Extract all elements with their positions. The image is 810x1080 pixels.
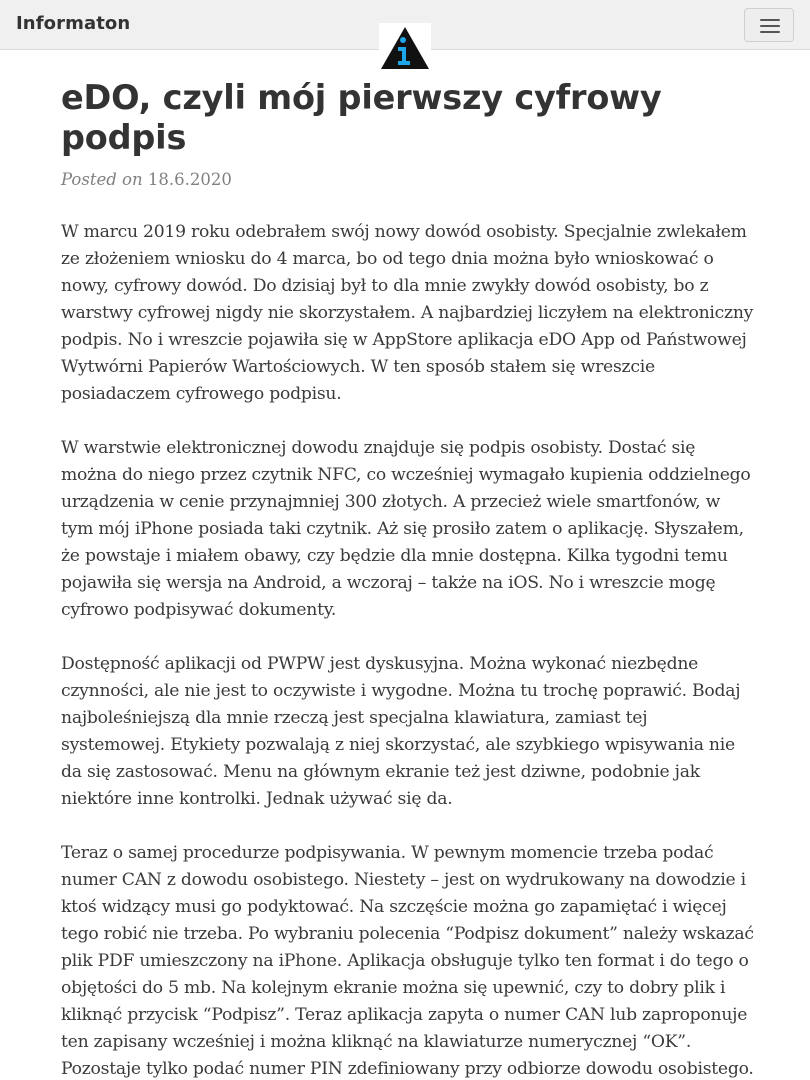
info-triangle-icon[interactable] [379, 23, 431, 71]
article-paragraph: Dostępność aplikacji od PWPW jest dyskusyjna. Można wykonać niezbędne czynności, ale nie jest to oczywiste i wygodne. Można tu trochę poprawić. Bodaj najboleśniejszą dla mnie rzeczą jest specjalna klawiatura, zamiast tej systemowej. Etykiety pozwalają z niej skorzystać, ale szybkiego wpisywania nie da się zastosować. Menu na głównym ekranie też jest dziwne, podobnie jak niektóre inne kontrolki. Jednak używać się da. [61, 654, 741, 809]
article-paragraph: W warstwie elektronicznej dowodu znajduje się podpis osobisty. Dostać się można do niego przez czytnik NFC, co wcześniej wymagało kupienia oddzielnego urządzenia w cenie przynajmniej 300 złotych. A przecież wiele smartfonów, w tym mój iPhone posiada taki czytnik. Aż się prosiło zatem o aplikację. Słyszałem, że powstaje i miałem obawy, czy będzie dla mnie dostępna. Kilka tygodni temu pojawiła się wersja na Android, a wczoraj – także na iOS. No i wreszcie mogę cyfrowo podpisywać dokumenty. [61, 438, 751, 620]
article-title: eDO, czyli mój pierwszy cyfrowy podpis [61, 78, 662, 157]
article-container [61, 78, 755, 1080]
article-paragraph: Teraz o samej procedurze podpisywania. W pewnym momencie trzeba podać numer CAN z dowodu osobistego. Niestety – jest on wydrukowany na dowodzie i ktoś widzący musi go podyktować. Na szczęście można go zapamiętać i więcej tego robić nie trzeba. Po wybraniu polecenia “Podpisz dokument” należy wskazać plik PDF umieszczony na iPhone. Aplikacja obsługuje tylko ten format i do tego o objętości do 5 mb. Na kolejnym ekranie można się upewnić, czy to dobry plik i kliknąć przycisk “Podpisz”. Teraz aplikacja zapyta o numer CAN lub zaproponuje ten zapisany wcześniej i można kliknąć na klawiaturze numerycznej “OK”. Pozostaje tylko podać numer PIN zdefiniowany przy odbiorze dowodu osobistego. [61, 843, 754, 1079]
site-brand-link[interactable]: Informaton [16, 13, 131, 34]
hamburger-icon-bar-bottom [760, 31, 780, 33]
hamburger-icon-bar-middle [760, 25, 780, 27]
top-navbar [0, 0, 810, 50]
post-meta [61, 170, 755, 189]
article-paragraph: W marcu 2019 roku odebrałem swój nowy dowód osobisty. Specjalnie zwlekałem ze złożeniem wniosku do 4 marca, bo od tego dnia można było wnioskować o nowy, cyfrowy dowód. Do dzisiaj był to dla mnie zwykły dowód osobisty, bo z warstwy cyfrowej nigdy nie skorzystałem. A najbardziej liczyłem na elektroniczny podpis. No i wreszcie pojawiła się w AppStore aplikacja eDO App od Państwowej Wytwórni Papierów Wartościowych. W ten sposób stałem się wreszcie posiadaczem cyfrowego podpisu. [61, 222, 754, 404]
posted-date: 18.6.2020 [147, 170, 232, 189]
hamburger-menu-button[interactable] [744, 8, 794, 42]
hamburger-icon [760, 19, 780, 21]
posted-prefix: Posted on [61, 170, 143, 189]
article-body [61, 219, 755, 1080]
